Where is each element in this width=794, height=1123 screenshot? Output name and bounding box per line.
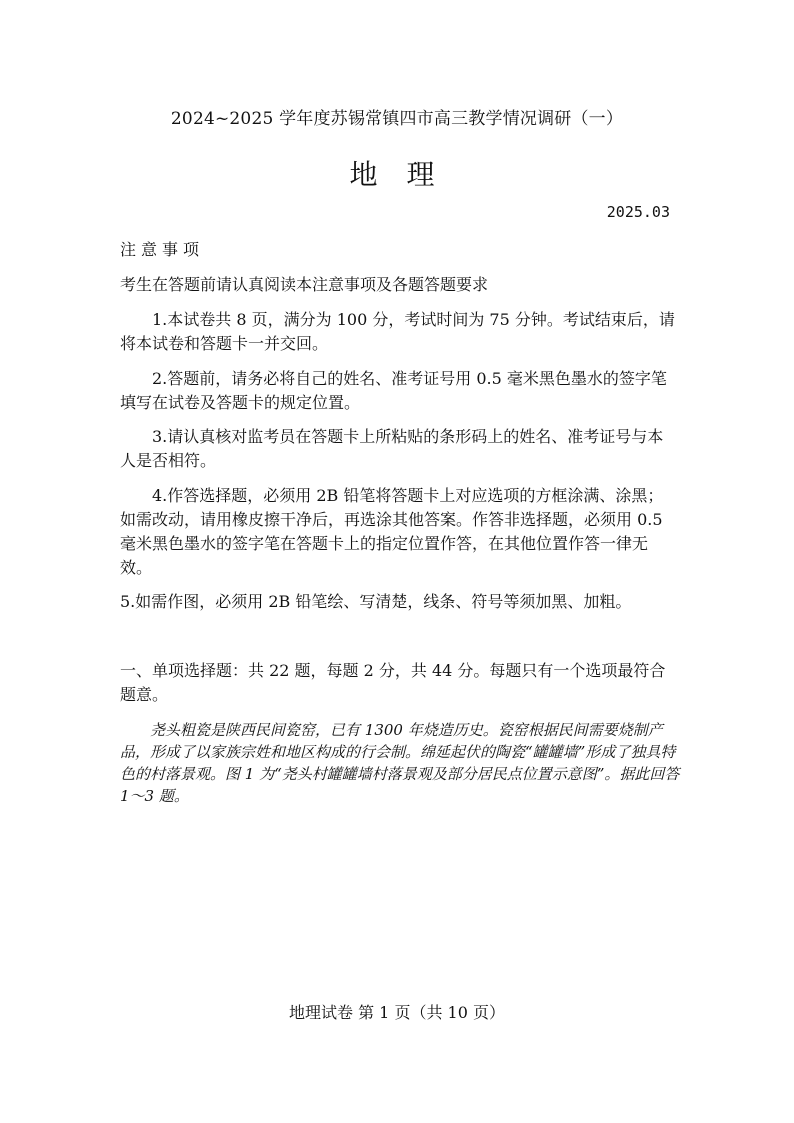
subject-title: 地 理 xyxy=(349,158,445,191)
exam-date: 2025.03 xyxy=(606,203,670,221)
question-passage: 尧头粗瓷是陕西民间瓷窑，已有 1300 年烧造历史。瓷窑根据民间需要烧制产品，形成了以家族宗姓和地区构成的行会制。绵延起伏的陶瓷“罐罐墙”形成了独具特色的村落景观。图 1 为“尧头村罐罐墙村落景观及部分居民点位置示意图”。据此回答 1～3 题。 xyxy=(120,721,680,805)
notice-item-2: 2.答题前，请务必将自己的姓名、准考证号用 0.5 毫米黑色墨水的签字笔填写在试卷及答题卡的规定位置。 xyxy=(120,369,667,412)
notice-heading: 注意事项 xyxy=(120,240,205,259)
notice-item-5: 5.如需作图，必须用 2B 铅笔绘、写清楚，线条、符号等须加黑、加粗。 xyxy=(120,592,632,611)
notice-item-4: 4.作答选择题，必须用 2B 铅笔将答题卡上对应选项的方框涂满、涂黑；如需改动，请用橡皮擦干净后，再选涂其他答案。作答非选择题，必须用 0.5 毫米黑色墨水的签字笔在答题卡上的指定位置作答，在其他位置作答一律无效。 xyxy=(120,486,664,577)
section-heading: 一、单项选择题：共 22 题，每题 2 分，共 44 分。每题只有一个选项最符合题意。 xyxy=(120,661,666,704)
page-footer: 地理试卷 第 1 页（共 10 页） xyxy=(289,1003,505,1022)
notice-intro: 考生在答题前请认真阅读本注意事项及各题答题要求 xyxy=(120,275,489,294)
notice-item-1: 1.本试卷共 8 页，满分为 100 分，考试时间为 75 分钟。考试结束后，请将本试卷和答题卡一并交回。 xyxy=(120,310,675,353)
exam-title: 2024~2025 学年度苏锡常镇四市高三教学情况调研（一） xyxy=(170,109,624,129)
notice-item-3: 3.请认真核对监考员在答题卡上所粘贴的条形码上的姓名、准考证号与本人是否相符。 xyxy=(120,427,664,470)
